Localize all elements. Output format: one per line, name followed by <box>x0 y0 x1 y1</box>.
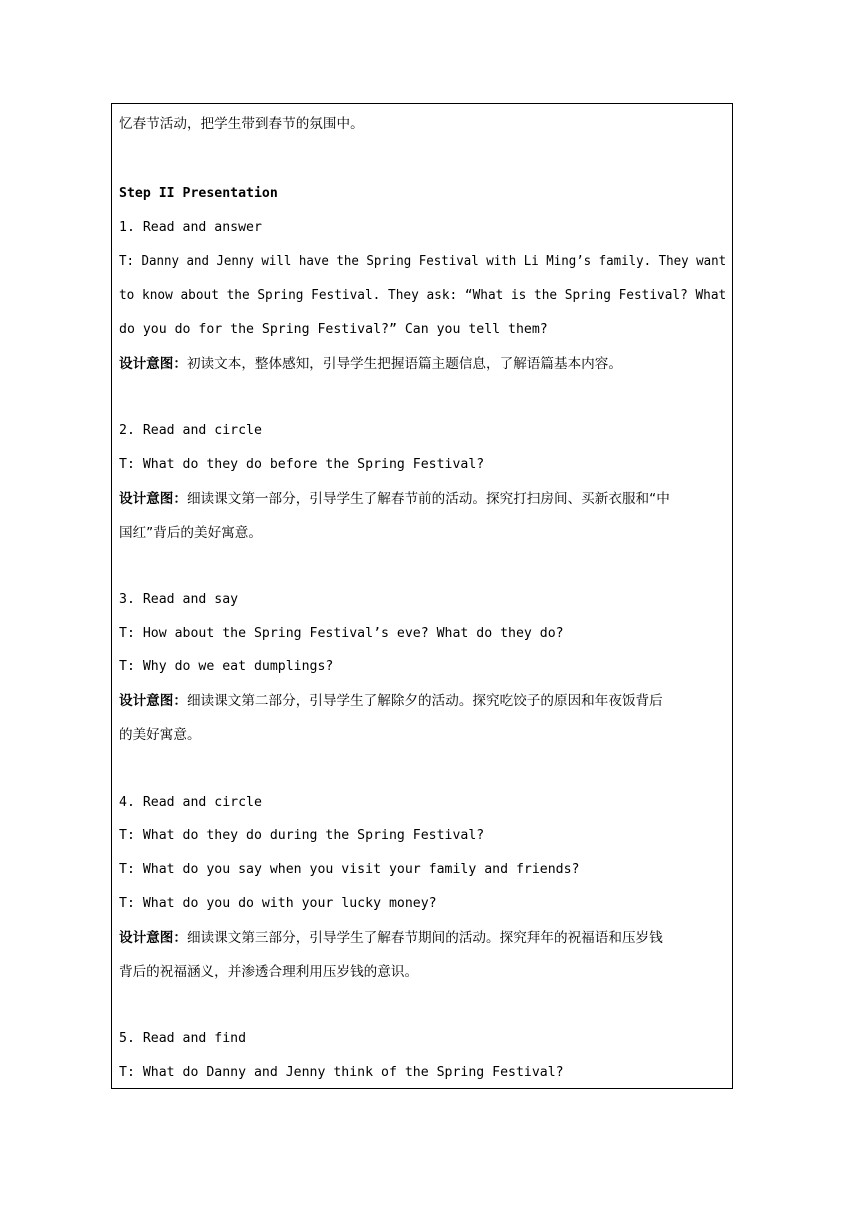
body-line: T: What do Danny and Jenny think of the Spring Festival? <box>119 1065 564 1080</box>
body-line: to know about the Spring Festival. They ask: “What is the Spring Festival? What <box>119 288 727 303</box>
design-intent <box>119 929 663 947</box>
design-intent-text: 的美好寓意。 <box>119 727 201 743</box>
design-label: 设计意图： <box>119 491 187 507</box>
body-line: T: What do you say when you visit your family and friends? <box>119 862 580 877</box>
section-heading: 5. Read and find <box>119 1031 247 1046</box>
body-line: T: Why do we eat dumplings? <box>119 659 334 674</box>
design-label: 设计意图： <box>119 693 187 709</box>
design-intent-text: 细读课文第一部分，引导学生了解春节前的活动。探究打扫房间、买新衣服和“中 <box>186 491 670 507</box>
design-intent <box>119 692 663 710</box>
design-intent-text: 国红”背后的美好寓意。 <box>119 525 262 541</box>
design-label: 设计意图： <box>119 930 187 946</box>
design-intent <box>119 490 670 508</box>
step-heading: Step II Presentation <box>119 186 278 201</box>
section-heading: 1. Read and answer <box>119 220 262 235</box>
design-intent-text: 初读文本，整体感知，引导学生把握语篇主题信息，了解语篇基本内容。 <box>186 356 622 372</box>
body-line: T: What do they do during the Spring Festival? <box>119 828 485 843</box>
design-intent-text: 细读课文第二部分，引导学生了解除夕的活动。探究吃饺子的原因和年夜饭背后 <box>186 693 663 709</box>
section-heading: 4. Read and circle <box>119 795 262 810</box>
body-line: T: What do you do with your lucky money? <box>119 896 437 911</box>
section-heading: 3. Read and say <box>119 592 239 607</box>
intro-text: 忆春节活动，把学生带到春节的氛围中。 <box>119 116 364 132</box>
design-label: 设计意图： <box>119 356 187 372</box>
design-intent-text: 细读课文第三部分，引导学生了解春节期间的活动。探究拜年的祝福语和压岁钱 <box>186 930 663 946</box>
body-line: do you do for the Spring Festival?” Can you tell them? <box>119 322 548 337</box>
body-line: T: How about the Spring Festival’s eve? What do they do? <box>119 626 564 641</box>
body-line: T: Danny and Jenny will have the Spring Festival with Li Ming’s family. They want <box>119 254 727 269</box>
design-intent-text: 背后的祝福涵义，并渗透合理利用压岁钱的意识。 <box>119 964 419 980</box>
design-intent <box>119 355 622 373</box>
body-line: T: What do they do before the Spring Festival? <box>119 457 485 472</box>
section-heading: 2. Read and circle <box>119 423 262 438</box>
